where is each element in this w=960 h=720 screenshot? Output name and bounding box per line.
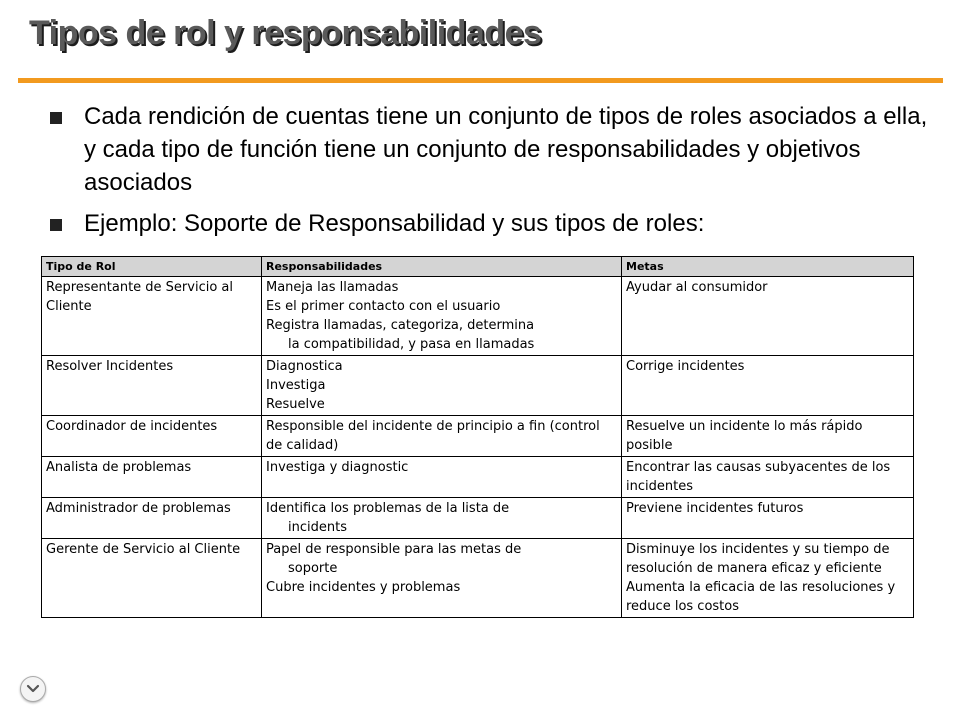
goals-cell xyxy=(622,416,914,457)
role-cell: Resolver Incidentes xyxy=(42,356,262,416)
responsibility-line: Diagnostica xyxy=(266,359,343,374)
goal-line: Aumenta la eficacia de las resoluciones y reduce los costos xyxy=(626,580,896,614)
goal-line: Corrige incidentes xyxy=(626,359,745,374)
responsibilities-cell xyxy=(262,498,622,539)
bullet-square-icon xyxy=(50,219,62,231)
bullet-text: Cada rendición de cuentas tiene un conjunto de tipos de roles asociados a ella, y cada tipo de función tiene un conjunto de responsabilidades y objetivos asociados xyxy=(84,103,928,196)
goal-line: Previene incidentes futuros xyxy=(626,501,804,516)
column-header-responsibilities: Responsabilidades xyxy=(262,257,622,277)
responsibility-line: Responsible del incidente de principio a fin (control de calidad) xyxy=(266,419,600,453)
responsibility-line: incidents xyxy=(288,520,347,535)
goals-cell xyxy=(622,356,914,416)
table-row xyxy=(42,539,914,618)
responsibilities-cell xyxy=(262,416,622,457)
role-cell: Coordinador de incidentes xyxy=(42,416,262,457)
scroll-down-button[interactable] xyxy=(20,676,46,702)
responsibility-line: Cubre incidentes y problemas xyxy=(266,580,461,595)
responsibilities-cell xyxy=(262,356,622,416)
table-row xyxy=(42,498,914,539)
responsibility-line: la compatibilidad, y pasa en llamadas xyxy=(288,337,535,352)
role-cell: Analista de problemas xyxy=(42,457,262,498)
table-row xyxy=(42,356,914,416)
roles-table xyxy=(41,256,914,618)
goal-line: Resuelve un incidente lo más rápido posible xyxy=(626,419,863,453)
responsibilities-cell xyxy=(262,457,622,498)
responsibility-line: Papel de responsible para las metas de xyxy=(266,542,522,557)
goal-line: Encontrar las causas subyacentes de los incidentes xyxy=(626,460,891,494)
page-title: Tipos de rol y responsabilidades xyxy=(29,14,542,52)
responsibility-line: Investiga y diagnostic xyxy=(266,460,409,475)
column-header-goals: Metas xyxy=(622,257,914,277)
role-cell: Representante de Servicio al Cliente xyxy=(42,277,262,356)
responsibility-line: Resuelve xyxy=(266,397,325,412)
chevron-down-icon xyxy=(26,684,40,694)
bullet-square-icon xyxy=(50,112,62,124)
responsibility-line: Registra llamadas, categoriza, determina xyxy=(266,318,535,333)
bullet-list xyxy=(50,100,930,248)
responsibility-line: Identifica los problemas de la lista de xyxy=(266,501,510,516)
title-divider xyxy=(18,78,943,83)
role-cell: Gerente de Servicio al Cliente xyxy=(42,539,262,618)
responsibilities-cell xyxy=(262,539,622,618)
responsibility-line: Investiga xyxy=(266,378,326,393)
role-cell: Administrador de problemas xyxy=(42,498,262,539)
responsibility-line: Es el primer contacto con el usuario xyxy=(266,299,501,314)
table-header-row xyxy=(42,257,914,277)
table-row xyxy=(42,277,914,356)
responsibility-line: Maneja las llamadas xyxy=(266,280,399,295)
table-row xyxy=(42,457,914,498)
bullet-text: Ejemplo: Soporte de Responsabilidad y sus tipos de roles: xyxy=(84,210,705,237)
bullet-item xyxy=(50,100,930,199)
table-row xyxy=(42,416,914,457)
goals-cell xyxy=(622,539,914,618)
bullet-item xyxy=(50,207,930,240)
goals-cell xyxy=(622,277,914,356)
column-header-role: Tipo de Rol xyxy=(42,257,262,277)
responsibilities-cell xyxy=(262,277,622,356)
goals-cell xyxy=(622,457,914,498)
responsibility-line: soporte xyxy=(288,561,338,576)
goal-line: Ayudar al consumidor xyxy=(626,280,768,295)
goal-line: Disminuye los incidentes y su tiempo de resolución de manera eficaz y eficiente xyxy=(626,542,890,576)
goals-cell xyxy=(622,498,914,539)
